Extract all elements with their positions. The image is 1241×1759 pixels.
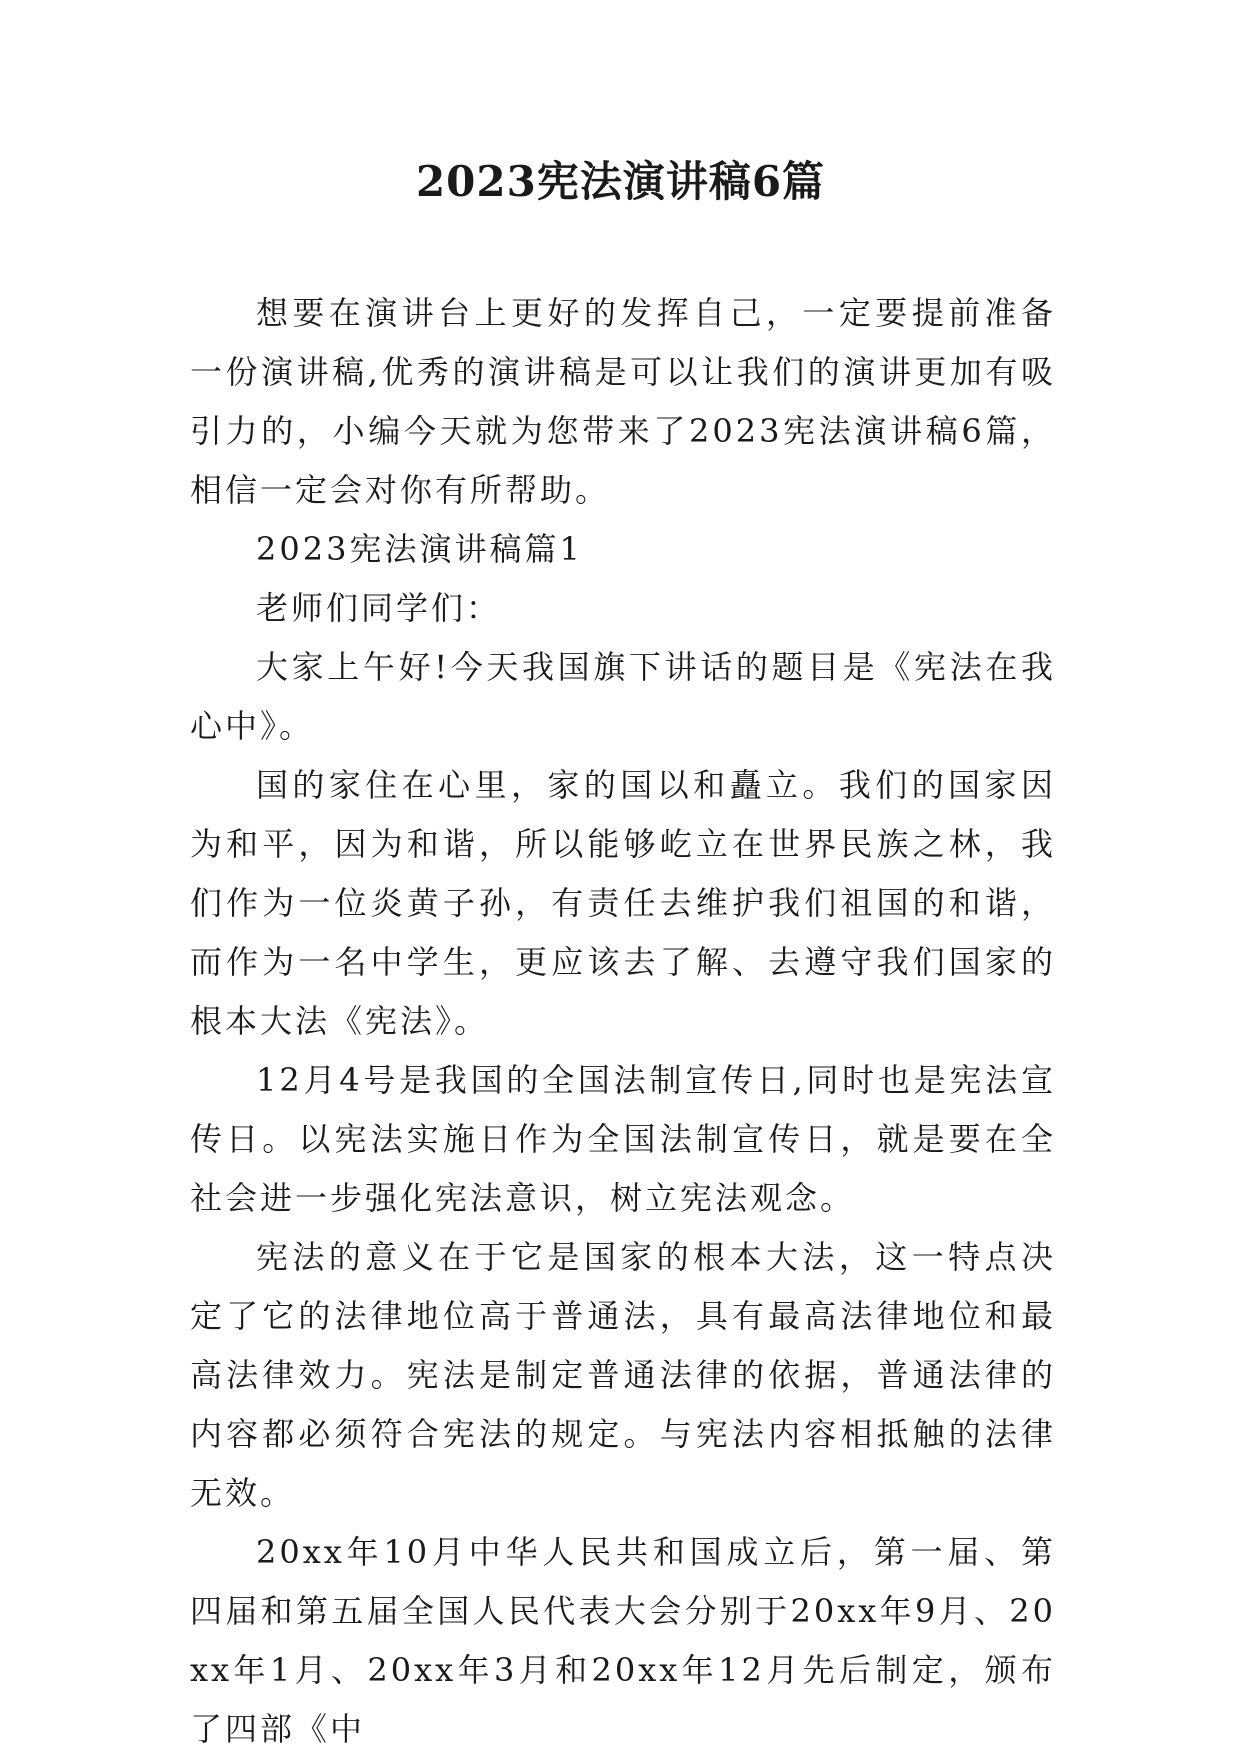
- salutation: 老师们同学们：: [256, 589, 502, 627]
- intro-paragraph: 想要在演讲台上更好的发挥自己，一定要提前准备一份演讲稿,优秀的演讲稿是可以让我们的演讲更加有吸引力的，小编今天就为您带来了2023宪法演讲稿6篇，相信一定会对你有所帮助。: [190, 294, 1056, 509]
- document-body: [190, 284, 1056, 1759]
- body-paragraph: 国的家住在心里，家的国以和矗立。我们的国家因为和平，因为和谐，所以能够屹立在世界民族之林，我们作为一位炎黄子孙，有责任去维护我们祖国的和谐，而作为一名中学生，更应该去了解、去遵守我们国家的根本大法《宪法》。: [190, 766, 1056, 1040]
- document-title: 2023宪法演讲稿6篇: [415, 157, 826, 206]
- body-paragraph: 宪法的意义在于它是国家的根本大法，这一特点决定了它的法律地位高于普通法，具有最高法律地位和最高法律效力。宪法是制定普通法律的依据，普通法律的内容都必须符合宪法的规定。与宪法内容相抵触的法律无效。: [190, 1238, 1056, 1512]
- section-heading: 2023宪法演讲稿篇1: [256, 530, 583, 568]
- body-paragraph: 大家上午好!今天我国旗下讲话的题目是《宪法在我心中》。: [190, 648, 1056, 745]
- body-paragraph: 20xx年10月中华人民共和国成立后，第一届、第四届和第五届全国人民代表大会分别于20xx年9月、20xx年1月、20xx年3月和20xx年12月先后制定，颁布了四部《中: [190, 1533, 1056, 1748]
- body-paragraph: 12月4号是我国的全国法制宣传日,同时也是宪法宣传日。以宪法实施日作为全国法制宣传日，就是要在全社会进一步强化宪法意识，树立宪法观念。: [190, 1061, 1056, 1217]
